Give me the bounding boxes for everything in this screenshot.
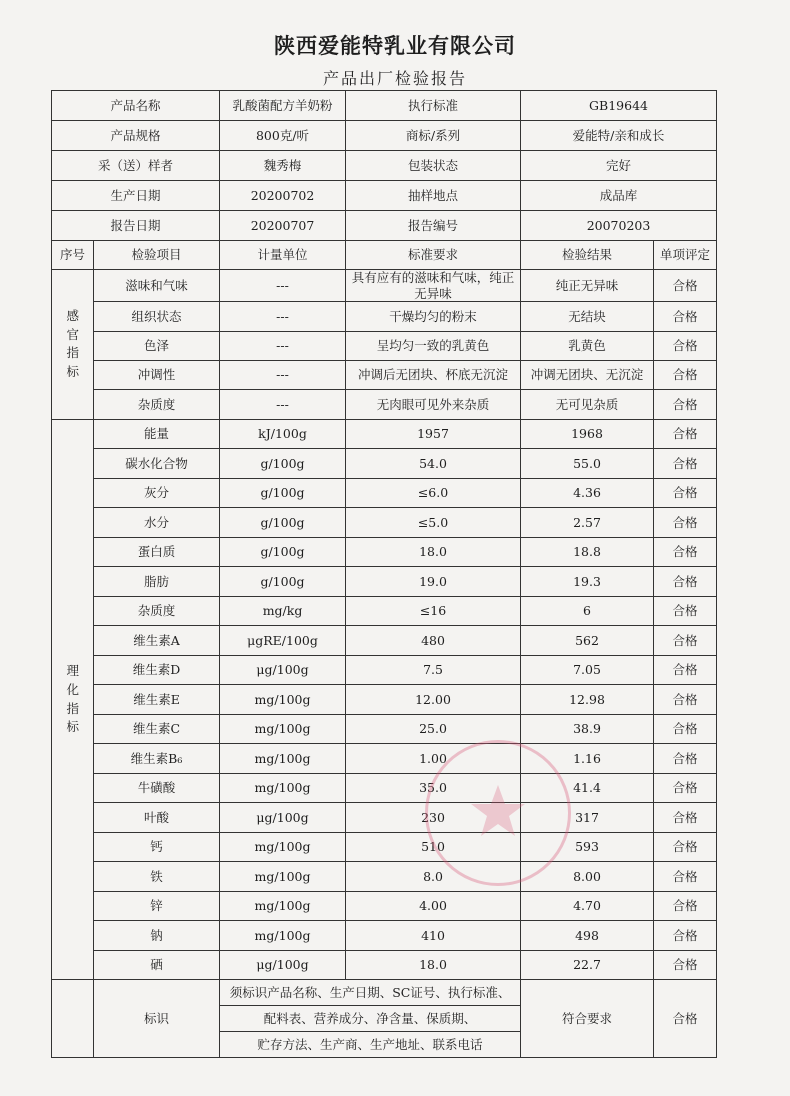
item-name: 色泽 <box>94 331 220 360</box>
item-verdict: 合格 <box>654 655 717 685</box>
item-standard: 7.5 <box>346 655 521 685</box>
item-unit: mg/100g <box>220 744 346 774</box>
marking-verdict: 合格 <box>654 980 717 1058</box>
marking-line: 配料表、营养成分、净含量、保质期、 <box>220 1006 521 1032</box>
table-row <box>52 832 717 862</box>
table-row <box>52 626 717 656</box>
info-label: 报告编号 <box>346 211 521 241</box>
item-name: 维生素A <box>94 626 220 656</box>
table-row <box>52 862 717 892</box>
item-result: 乳黄色 <box>521 331 654 360</box>
item-name: 杂质度 <box>94 596 220 626</box>
item-name: 钙 <box>94 832 220 862</box>
item-unit: μg/100g <box>220 950 346 980</box>
item-unit: --- <box>220 390 346 419</box>
table-row <box>52 744 717 774</box>
column-header-unit: 计量单位 <box>220 241 346 270</box>
item-result: 无可见杂质 <box>521 390 654 419</box>
table-row <box>52 921 717 951</box>
table-row <box>52 567 717 597</box>
table-row <box>52 950 717 980</box>
item-unit: mg/100g <box>220 832 346 862</box>
item-unit: mg/100g <box>220 891 346 921</box>
info-value: 20070203 <box>521 211 717 241</box>
table-row <box>52 331 717 360</box>
item-name: 水分 <box>94 508 220 538</box>
table-row <box>52 803 717 833</box>
item-unit: --- <box>220 361 346 390</box>
item-standard: 8.0 <box>346 862 521 892</box>
item-name: 维生素E <box>94 685 220 715</box>
item-standard: 25.0 <box>346 714 521 744</box>
item-verdict: 合格 <box>654 478 717 508</box>
item-standard: 18.0 <box>346 537 521 567</box>
item-result: 22.7 <box>521 950 654 980</box>
item-verdict: 合格 <box>654 361 717 390</box>
item-name: 能量 <box>94 419 220 449</box>
table-row <box>52 891 717 921</box>
item-result: 无结块 <box>521 302 654 331</box>
marking-line: 贮存方法、生产商、生产地址、联系电话 <box>220 1032 521 1058</box>
item-unit: g/100g <box>220 449 346 479</box>
item-standard: 1957 <box>346 419 521 449</box>
item-standard: 1.00 <box>346 744 521 774</box>
info-value: 爱能特/亲和成长 <box>521 121 717 151</box>
item-name: 灰分 <box>94 478 220 508</box>
item-unit: --- <box>220 302 346 331</box>
item-name: 锌 <box>94 891 220 921</box>
item-verdict: 合格 <box>654 950 717 980</box>
group-label <box>52 419 94 980</box>
item-unit: g/100g <box>220 537 346 567</box>
item-verdict: 合格 <box>654 596 717 626</box>
item-name: 维生素C <box>94 714 220 744</box>
item-result: 38.9 <box>521 714 654 744</box>
item-unit: mg/100g <box>220 862 346 892</box>
item-unit: mg/100g <box>220 921 346 951</box>
table-row <box>52 478 717 508</box>
marking-result: 符合要求 <box>521 980 654 1058</box>
table-row <box>52 714 717 744</box>
item-result: 8.00 <box>521 862 654 892</box>
info-label: 生产日期 <box>52 181 220 211</box>
item-result: 12.98 <box>521 685 654 715</box>
item-verdict: 合格 <box>654 419 717 449</box>
item-verdict: 合格 <box>654 891 717 921</box>
item-verdict: 合格 <box>654 862 717 892</box>
item-unit: mg/kg <box>220 596 346 626</box>
item-name: 叶酸 <box>94 803 220 833</box>
item-result: 593 <box>521 832 654 862</box>
item-standard: ≤5.0 <box>346 508 521 538</box>
table-row <box>52 537 717 567</box>
item-result: 1968 <box>521 419 654 449</box>
item-verdict: 合格 <box>654 921 717 951</box>
item-name: 硒 <box>94 950 220 980</box>
item-unit: μgRE/100g <box>220 626 346 656</box>
info-label: 商标/系列 <box>346 121 521 151</box>
info-label: 报告日期 <box>52 211 220 241</box>
column-header-item: 检验项目 <box>94 241 220 270</box>
item-name: 杂质度 <box>94 390 220 419</box>
item-name: 碳水化合物 <box>94 449 220 479</box>
item-standard: 12.00 <box>346 685 521 715</box>
item-standard: 480 <box>346 626 521 656</box>
item-verdict: 合格 <box>654 302 717 331</box>
item-name: 牛磺酸 <box>94 773 220 803</box>
table-row <box>52 655 717 685</box>
item-verdict: 合格 <box>654 803 717 833</box>
item-result: 4.70 <box>521 891 654 921</box>
item-unit: g/100g <box>220 478 346 508</box>
item-verdict: 合格 <box>654 537 717 567</box>
item-standard: 呈均匀一致的乳黄色 <box>346 331 521 360</box>
info-value: 800克/听 <box>220 121 346 151</box>
inspection-table <box>51 90 717 1058</box>
table-row <box>52 508 717 538</box>
table-row <box>52 361 717 390</box>
info-value: 20200702 <box>220 181 346 211</box>
group-label <box>52 270 94 420</box>
item-verdict: 合格 <box>654 449 717 479</box>
item-standard: 410 <box>346 921 521 951</box>
company-name: 陕西爱能特乳业有限公司 <box>274 33 516 58</box>
info-row <box>52 91 717 121</box>
info-label: 产品名称 <box>52 91 220 121</box>
info-row <box>52 151 717 181</box>
item-result: 317 <box>521 803 654 833</box>
marking-item: 标识 <box>94 980 220 1058</box>
table-row <box>52 302 717 331</box>
item-result: 6 <box>521 596 654 626</box>
info-label: 执行标准 <box>346 91 521 121</box>
item-name: 铁 <box>94 862 220 892</box>
table-row <box>52 390 717 419</box>
info-label: 包装状态 <box>346 151 521 181</box>
info-label: 抽样地点 <box>346 181 521 211</box>
item-verdict: 合格 <box>654 508 717 538</box>
info-row <box>52 121 717 151</box>
info-row <box>52 211 717 241</box>
item-unit: mg/100g <box>220 685 346 715</box>
item-result: 562 <box>521 626 654 656</box>
item-name: 滋味和气味 <box>94 270 220 302</box>
column-header-result: 检验结果 <box>521 241 654 270</box>
item-result: 2.57 <box>521 508 654 538</box>
item-verdict: 合格 <box>654 567 717 597</box>
item-result: 18.8 <box>521 537 654 567</box>
item-unit: mg/100g <box>220 773 346 803</box>
info-value: 魏秀梅 <box>220 151 346 181</box>
column-header-standard: 标准要求 <box>346 241 521 270</box>
item-unit: g/100g <box>220 508 346 538</box>
item-standard: ≤6.0 <box>346 478 521 508</box>
item-standard: 18.0 <box>346 950 521 980</box>
table-row <box>52 685 717 715</box>
item-verdict: 合格 <box>654 744 717 774</box>
item-result: 4.36 <box>521 478 654 508</box>
item-standard: 230 <box>346 803 521 833</box>
item-verdict: 合格 <box>654 773 717 803</box>
item-standard: 冲调后无团块、杯底无沉淀 <box>346 361 521 390</box>
info-value: 完好 <box>521 151 717 181</box>
table-row <box>52 596 717 626</box>
info-label: 产品规格 <box>52 121 220 151</box>
item-verdict: 合格 <box>654 331 717 360</box>
item-standard: 54.0 <box>346 449 521 479</box>
marking-seq <box>52 980 94 1058</box>
table-row <box>52 419 717 449</box>
item-standard: 干燥均匀的粉末 <box>346 302 521 331</box>
item-verdict: 合格 <box>654 270 717 302</box>
item-name: 维生素D <box>94 655 220 685</box>
item-standard: 19.0 <box>346 567 521 597</box>
item-unit: μg/100g <box>220 655 346 685</box>
item-standard: 具有应有的滋味和气味，纯正无异味 <box>346 270 521 302</box>
item-result: 冲调无团块、无沉淀 <box>521 361 654 390</box>
info-row <box>52 181 717 211</box>
table-row <box>52 449 717 479</box>
item-verdict: 合格 <box>654 685 717 715</box>
marking-line: 须标识产品名称、生产日期、SC证号、执行标准、 <box>220 980 521 1006</box>
item-unit: kJ/100g <box>220 419 346 449</box>
info-value: 20200707 <box>220 211 346 241</box>
table-row <box>52 270 717 302</box>
item-result: 498 <box>521 921 654 951</box>
item-unit: --- <box>220 270 346 302</box>
column-header-seq: 序号 <box>52 241 94 270</box>
item-unit: --- <box>220 331 346 360</box>
group-label-text: 理化指标 <box>66 663 80 735</box>
item-name: 维生素B₆ <box>94 744 220 774</box>
item-name: 钠 <box>94 921 220 951</box>
item-standard: 35.0 <box>346 773 521 803</box>
report-title: 产品出厂检验报告 <box>322 69 467 88</box>
item-standard: 无肉眼可见外来杂质 <box>346 390 521 419</box>
item-result: 19.3 <box>521 567 654 597</box>
item-result: 41.4 <box>521 773 654 803</box>
item-unit: μg/100g <box>220 803 346 833</box>
column-header-row <box>52 241 717 270</box>
item-name: 冲调性 <box>94 361 220 390</box>
item-name: 蛋白质 <box>94 537 220 567</box>
info-label: 采（送）样者 <box>52 151 220 181</box>
item-verdict: 合格 <box>654 832 717 862</box>
item-name: 组织状态 <box>94 302 220 331</box>
item-result: 1.16 <box>521 744 654 774</box>
item-unit: mg/100g <box>220 714 346 744</box>
item-result: 纯正无异味 <box>521 270 654 302</box>
marking-row <box>52 980 717 1006</box>
info-value: 成品库 <box>521 181 717 211</box>
item-standard: ≤16 <box>346 596 521 626</box>
item-result: 55.0 <box>521 449 654 479</box>
group-label-text: 感官指标 <box>66 307 80 380</box>
table-row <box>52 773 717 803</box>
item-verdict: 合格 <box>654 714 717 744</box>
item-standard: 510 <box>346 832 521 862</box>
item-unit: g/100g <box>220 567 346 597</box>
info-value: 乳酸菌配方羊奶粉 <box>220 91 346 121</box>
column-header-verdict: 单项评定 <box>654 241 717 270</box>
item-name: 脂肪 <box>94 567 220 597</box>
item-verdict: 合格 <box>654 390 717 419</box>
item-verdict: 合格 <box>654 626 717 656</box>
info-value: GB19644 <box>521 91 717 121</box>
item-standard: 4.00 <box>346 891 521 921</box>
item-result: 7.05 <box>521 655 654 685</box>
